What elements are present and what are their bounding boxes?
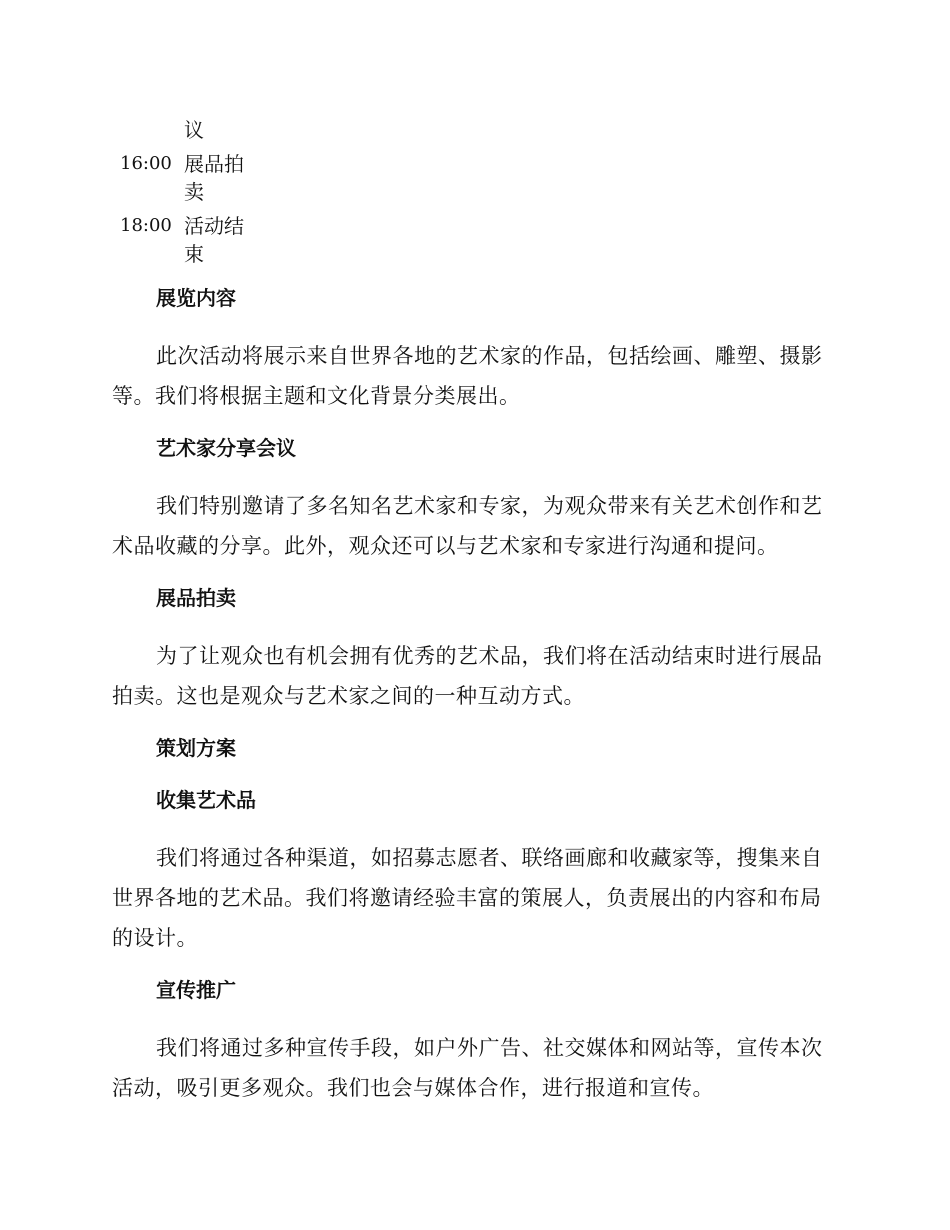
section-paragraph-artist-talk: 我们特别邀请了多名知名艺术家和专家，为观众带来有关艺术创作和艺术品收藏的分享。此外，观众还可以与艺术家和专家进行沟通和提问。 [112,494,823,558]
schedule-item: 活动结束 [184,214,244,266]
schedule-table [112,116,272,274]
section-heading-plan: 策划方案 [156,736,236,760]
section-paragraph-auction: 为了让观众也有机会拥有优秀的艺术品，我们将在活动结束时进行展品拍卖。这也是观众与艺术家之间的一种互动方式。 [112,644,823,708]
section-heading-promotion: 宣传推广 [156,978,236,1002]
schedule-time: 16:00 [120,153,172,174]
section-paragraph-collect: 我们将通过各种渠道，如招募志愿者、联络画廊和收藏家等，搜集来自世界各地的艺术品。我们将邀请经验丰富的策展人，负责展出的内容和布局的设计。 [112,846,823,950]
schedule-item: 展品拍卖 [184,152,244,204]
document-body [112,284,832,1126]
section-heading-artist-talk: 艺术家分享会议 [156,436,296,460]
schedule-row [112,212,272,268]
section-heading-collect: 收集艺术品 [156,788,256,812]
schedule-row [112,150,272,206]
schedule-row [112,116,272,144]
schedule-time: 18:00 [120,215,172,236]
schedule-item: 议 [184,118,204,142]
section-paragraph-promotion: 我们将通过多种宣传手段，如户外广告、社交媒体和网站等，宣传本次活动，吸引更多观众。我们也会与媒体合作，进行报道和宣传。 [112,1036,823,1100]
section-paragraph-exhibition: 此次活动将展示来自世界各地的艺术家的作品，包括绘画、雕塑、摄影等。我们将根据主题和文化背景分类展出。 [112,344,823,408]
section-heading-exhibition: 展览内容 [156,286,236,310]
section-heading-auction: 展品拍卖 [156,586,236,610]
